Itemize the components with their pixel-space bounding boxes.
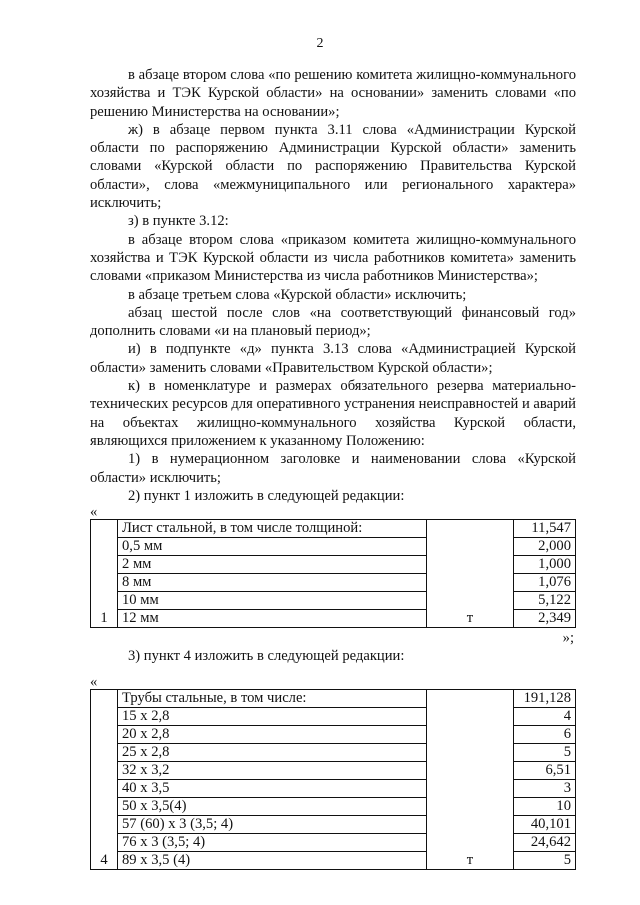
unit: т [427, 690, 514, 870]
size-cell: 50 х 3,5(4) [118, 798, 427, 816]
quantity-cell: 6 [514, 726, 576, 744]
quantity-cell: 2,000 [514, 538, 576, 556]
size-cell: 89 х 3,5 (4) [118, 852, 427, 870]
size-cell: 2 мм [118, 556, 427, 574]
size-cell: 40 х 3,5 [118, 780, 427, 798]
paragraph-item-4: 3) пункт 4 изложить в следующей редакции: [128, 648, 405, 665]
closing-quote: »; [562, 630, 574, 647]
table-header-row [91, 690, 576, 708]
quantity-cell: 4 [514, 708, 576, 726]
item-total: 11,547 [514, 520, 576, 538]
paragraph: 2) пункт 1 изложить в следующей редакции: [128, 487, 405, 504]
size-cell: 12 мм [118, 610, 427, 628]
size-cell: 32 х 3,2 [118, 762, 427, 780]
quantity-cell: 2,349 [514, 610, 576, 628]
quantity-cell: 5 [514, 744, 576, 762]
paragraph: в абзаце втором слова «по решению комитета жилищно-коммунального хозяйства и ТЭК Курской области» на основании» заменить словами «по решению Министерства на основании»; [90, 67, 576, 120]
quantity-cell: 3 [514, 780, 576, 798]
size-cell: 0,5 мм [118, 538, 427, 556]
paragraph: и) в подпункте «д» пункта 3.13 слова «Администрацией Курской области» заменить словами «Правительством Курской области»; [90, 341, 576, 376]
steel-sheet-table [90, 519, 576, 628]
paragraph: в абзаце третьем слова «Курской области» исключить; [128, 286, 467, 303]
quantity-cell: 10 [514, 798, 576, 816]
quantity-cell: 1,000 [514, 556, 576, 574]
amendment-paragraphs [90, 66, 576, 505]
paragraph: ж) в абзаце первом пункта 3.11 слова «Администрации Курской области по распоряжению Администрации Курской области» заменить словами «Курской области по распоряжению Правительства Курской области», слова «межмуниципального или регионального характера» исключить; [90, 121, 576, 212]
quantity-cell: 24,642 [514, 834, 576, 852]
item-number: 1 [91, 520, 118, 628]
item-title: Лист стальной, в том числе толщиной: [118, 520, 427, 538]
quantity-cell: 5,122 [514, 592, 576, 610]
size-cell: 15 х 2,8 [118, 708, 427, 726]
opening-quote: « [90, 504, 98, 521]
item-total: 191,128 [514, 690, 576, 708]
paragraph: абзац шестой после слов «на соответствующий финансовый год» дополнить словами «и на плановый период»; [90, 304, 576, 340]
size-cell: 76 х 3 (3,5; 4) [118, 834, 427, 852]
quantity-cell: 6,51 [514, 762, 576, 780]
item-number: 4 [91, 690, 118, 870]
item-title: Трубы стальные, в том числе: [118, 690, 427, 708]
size-cell: 20 х 2,8 [118, 726, 427, 744]
size-cell: 10 мм [118, 592, 427, 610]
size-cell: 57 (60) х 3 (3,5; 4) [118, 816, 427, 834]
paragraph: з) в пункте 3.12: [128, 213, 229, 230]
paragraph: в абзаце втором слова «приказом комитета жилищно-коммунального хозяйства и ТЭК Курской области из числа работников комитета» заменить словами «приказом Министерства из числа работников Министерства»; [90, 231, 576, 285]
steel-pipes-table [90, 689, 576, 870]
size-cell: 25 х 2,8 [118, 744, 427, 762]
unit: т [427, 520, 514, 628]
quantity-cell: 40,101 [514, 816, 576, 834]
quantity-cell: 1,076 [514, 574, 576, 592]
opening-quote: « [90, 674, 98, 691]
document-body [90, 66, 576, 870]
paragraph: к) в номенклатуре и размерах обязательного резерва материально-технических ресурсов для оперативного устранения неисправностей и аварий на объектах жилищно-коммунального хозяйства Курской области, являющихся приложением к указанному Положению: [90, 378, 576, 449]
table-header-row [91, 520, 576, 538]
quantity-cell: 5 [514, 852, 576, 870]
size-cell: 8 мм [118, 574, 427, 592]
page-number: 2 [316, 36, 324, 51]
paragraph: 1) в нумерационном заголовке и наименовании слова «Курской области» исключить; [90, 451, 576, 486]
